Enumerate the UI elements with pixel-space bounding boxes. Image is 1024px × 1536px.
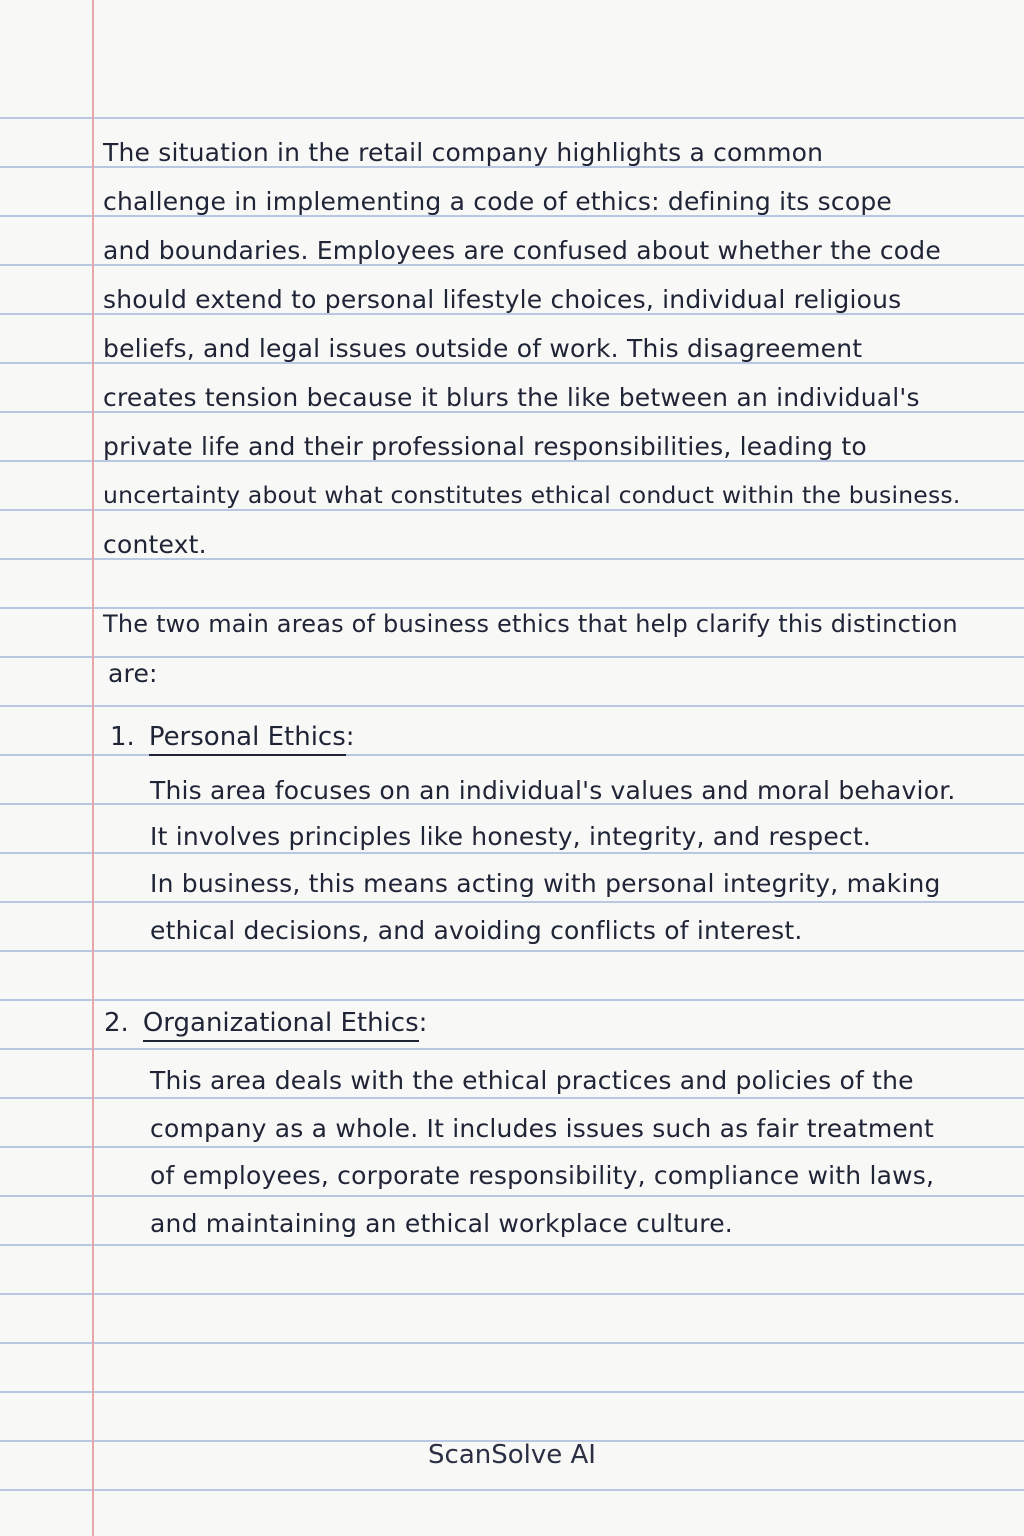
intro-line: private life and their professional responsibilities, leading to xyxy=(103,432,867,461)
intro-line: context. xyxy=(103,530,207,559)
item-description-line: This area deals with the ethical practices and policies of the xyxy=(150,1066,914,1095)
item-heading-personal-ethics xyxy=(110,722,355,752)
brand-footer: ScanSolve AI xyxy=(428,1440,596,1470)
item-description-line: of employees, corporate responsibility, compliance with laws, xyxy=(150,1161,935,1190)
intro-line: challenge in implementing a code of ethics: defining its scope xyxy=(103,187,892,216)
areas-intro-line: The two main areas of business ethics that help clarify this distinction xyxy=(103,610,958,638)
intro-line: creates tension because it blurs the like between an individual's xyxy=(103,383,920,412)
item-description-line: It involves principles like honesty, integrity, and respect. xyxy=(150,822,871,851)
margin-line xyxy=(92,0,94,1536)
areas-intro-line: are: xyxy=(108,659,158,688)
intro-line: The situation in the retail company highlights a common xyxy=(103,138,824,167)
item-title: Organizational Ethics xyxy=(143,1008,419,1042)
intro-line: should extend to personal lifestyle choices, individual religious xyxy=(103,285,902,314)
item-number: 1. xyxy=(110,722,135,752)
item-description-line: company as a whole. It includes issues such as fair treatment xyxy=(150,1114,935,1143)
item-heading-organizational-ethics xyxy=(104,1008,427,1038)
item-colon: : xyxy=(418,1008,428,1038)
page-top-margin xyxy=(0,0,1024,115)
item-description-line: This area focuses on an individual's values and moral behavior. xyxy=(150,776,956,805)
item-colon: : xyxy=(345,722,355,752)
intro-line: beliefs, and legal issues outside of work. This disagreement xyxy=(103,334,863,363)
item-description-line: In business, this means acting with personal integrity, making xyxy=(150,869,941,898)
item-description-line: and maintaining an ethical workplace culture. xyxy=(150,1209,733,1238)
item-number: 2. xyxy=(104,1008,129,1038)
intro-line: and boundaries. Employees are confused about whether the code xyxy=(103,236,941,265)
item-title: Personal Ethics xyxy=(149,722,346,756)
intro-line: uncertainty about what constitutes ethical conduct within the business. xyxy=(103,481,961,509)
item-description-line: ethical decisions, and avoiding conflicts of interest. xyxy=(150,916,803,945)
